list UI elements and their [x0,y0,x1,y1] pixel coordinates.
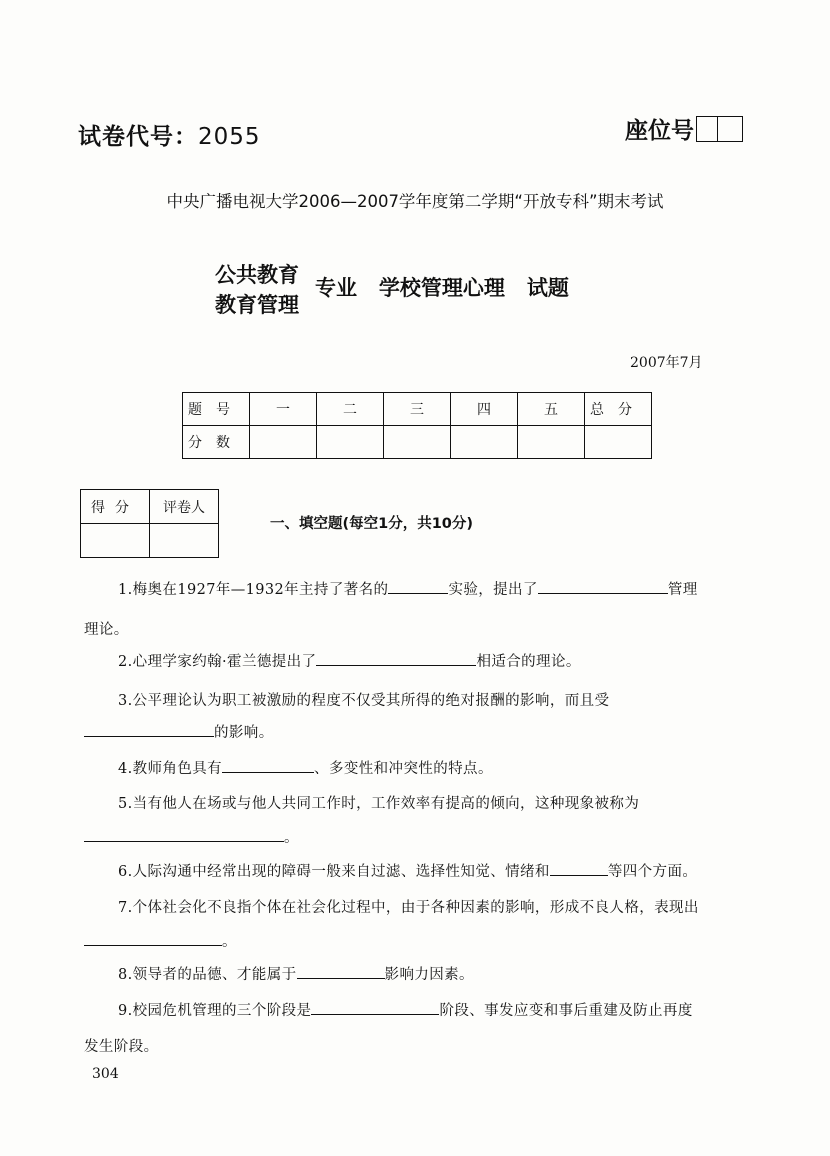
score-cell-4[interactable] [451,426,518,459]
exam-subject [215,260,569,320]
exam-code-label: 试卷代号： [78,124,198,150]
score-cell-2[interactable] [317,426,384,459]
answer-blank[interactable] [311,1000,439,1016]
question-3-cont: 的影响。 [84,716,756,750]
score-col-5: 五 [518,393,585,426]
grader-score-cell[interactable] [81,524,150,558]
subject-title: 专业 学校管理心理 试题 [315,276,569,300]
exam-title: 中央广播电视大学2006—2007学年度第二学期“开放专科”期末考试 [166,192,664,211]
score-cell-1[interactable] [250,426,317,459]
score-col-1: 一 [250,393,317,426]
score-table-header-row [183,393,652,426]
major-education-management: 教育管理 [215,293,299,317]
score-col-3: 三 [384,393,451,426]
question-9: 9.校园危机管理的三个阶段是 阶段、事发应变和事后重建及防止再度 [84,994,756,1028]
question-7-cont: 。 [84,925,756,959]
seat-number-label: 座位号 [625,118,694,144]
answer-blank[interactable] [388,579,448,595]
question-8: 8.领导者的品德、才能属于 影响力因素。 [84,958,756,992]
score-col-4: 四 [451,393,518,426]
score-col-2: 二 [317,393,384,426]
exam-code [78,118,261,151]
answer-blank[interactable] [222,758,314,774]
answer-blank[interactable] [84,722,214,738]
question-3: 3.公平理论认为职工被激励的程度不仅受其所得的绝对报酬的影响，而且受 [118,693,610,709]
answer-blank[interactable] [538,579,668,595]
grader-score-label: 得分 [81,490,150,524]
score-cell-3[interactable] [384,426,451,459]
grader-name-label: 评卷人 [150,490,219,524]
question-1: 1.梅奥在1927年—1932年主持了著名的 实验，提出了 管理 [84,573,756,607]
question-4: 4.教师角色具有 、多变性和冲突性的特点。 [84,752,756,786]
score-table [182,392,652,459]
total-score-label: 总分 [585,393,652,426]
section-heading: 一、填空题(每空1分，共10分) [270,516,474,532]
score-table-score-row [183,426,652,459]
major-public-education: 公共教育 [215,263,299,287]
answer-blank[interactable] [550,861,608,877]
question-number-label: 题号 [183,393,250,426]
answer-blank[interactable] [84,931,222,947]
answer-blank[interactable] [84,827,284,843]
seat-number-box[interactable] [696,116,743,142]
exam-date: 2007年7月 [630,355,703,371]
question-1-cont: 理论。 [84,622,129,638]
grader-name-cell[interactable] [150,524,219,558]
question-5: 5.当有他人在场或与他人共同工作时，工作效率有提高的倾向，这种现象被称为 [118,796,640,812]
question-9-cont: 发生阶段。 [84,1039,159,1055]
score-cell-5[interactable] [518,426,585,459]
grader-table [80,489,219,558]
exam-code-value: 2055 [198,124,261,150]
score-row-label: 分数 [183,426,250,459]
score-cell-total[interactable] [585,426,652,459]
answer-blank[interactable] [316,651,476,667]
question-6: 6.人际沟通中经常出现的障碍一般来自过滤、选择性知觉、情绪和 等四个方面。 [84,855,756,889]
question-7: 7.个体社会化不良指个体在社会化过程中，由于各种因素的影响，形成不良人格，表现出 [118,900,699,916]
question-2: 2.心理学家约翰·霍兰德提出了 相适合的理论。 [84,645,756,679]
seat-number [625,112,743,145]
answer-blank[interactable] [297,964,385,980]
question-5-cont: 。 [84,821,756,855]
page-number: 304 [92,1066,119,1082]
